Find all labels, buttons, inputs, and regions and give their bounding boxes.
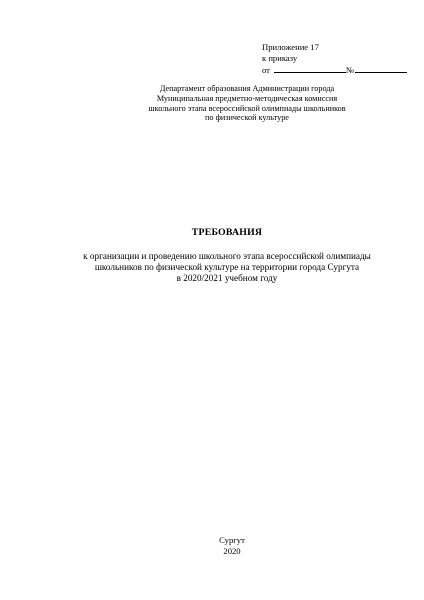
organization-line: Муниципальная предметно-методическая комиссия (156, 93, 338, 103)
annex-title: Приложение 17 (262, 42, 319, 52)
annex-block (262, 42, 407, 76)
annex-number-label: № (345, 65, 355, 75)
annex-from-label: от (262, 65, 270, 75)
annex-date-number-line (262, 64, 407, 76)
document-title: ТРЕБОВАНИЯ (191, 227, 263, 238)
organization-line: Департамент образования Администрации города (159, 84, 335, 93)
city-name: Сургут (219, 535, 245, 545)
number-blank-line (355, 64, 407, 73)
subtitle-line: в 2020/2021 учебном году (176, 273, 278, 284)
subtitle-line: школьников по физической культуре на территории города Сургута (94, 262, 360, 273)
date-blank-line (274, 64, 346, 73)
organization-line: школьного этапа всероссийской олимпиады школьников (148, 103, 346, 113)
document-subtitle (50, 251, 404, 285)
place-year-block (0, 535, 424, 556)
organization-block (100, 84, 394, 123)
annex-order-ref: к приказу (262, 53, 298, 63)
year: 2020 (223, 545, 241, 556)
subtitle-line: к организации и проведению школьного этапа всероссийской олимпиады (83, 251, 371, 261)
organization-line: по физической культуре (205, 113, 289, 123)
